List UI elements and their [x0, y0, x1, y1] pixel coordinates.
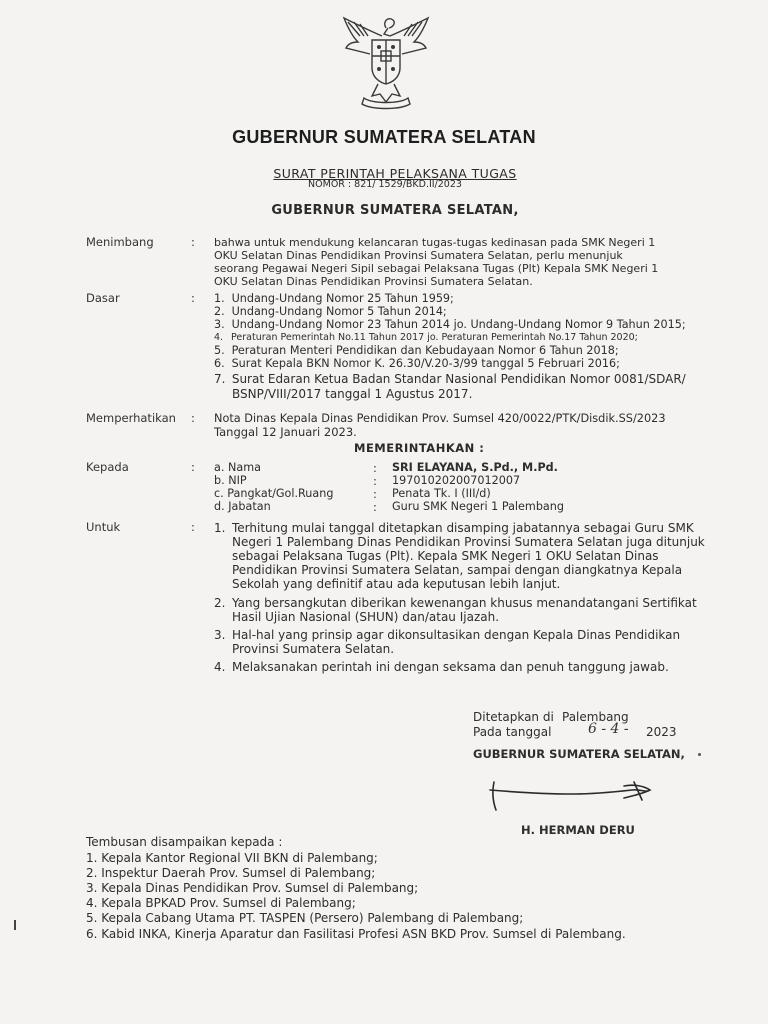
- untuk-line: Hasil Ujian Nasional (SHUN) dan/atau Ijazah.: [232, 610, 500, 624]
- untuk-line: sebagai Pelaksana Tugas (Plt). Kepala SMK Negeri 1 OKU Selatan Dinas: [232, 549, 659, 563]
- tembusan-item: 1. Kepala Kantor Regional VII BKN di Palembang;: [86, 851, 378, 865]
- menimbang-label: Menimbang: [86, 235, 154, 249]
- handwritten-date: 6 - 4 -: [588, 721, 629, 737]
- untuk-line: Terhitung mulai tanggal ditetapkan disamping jabatannya sebagai Guru SMK: [232, 521, 694, 535]
- dasar-item: BSNP/VIII/2017 tanggal 1 Agustus 2017.: [232, 387, 473, 401]
- signatory-office: GUBERNUR SUMATERA SELATAN,: [473, 747, 685, 761]
- signatory-name: H. HERMAN DERU: [521, 823, 635, 837]
- memperhatikan-line: Tanggal 12 Januari 2023.: [214, 425, 357, 439]
- menimbang-line: bahwa untuk mendukung kelancaran tugas-tugas kedinasan pada SMK Negeri 1: [214, 236, 656, 249]
- dasar-item: 3. Undang-Undang Nomor 23 Tahun 2014 jo. Undang-Undang Nomor 9 Tahun 2015;: [214, 318, 686, 331]
- untuk-colon: :: [191, 520, 195, 534]
- untuk-line: Provinsi Sumatera Selatan.: [232, 642, 395, 656]
- kepada-colon: :: [373, 487, 377, 501]
- untuk-line: Melaksanakan perintah ini dengan seksama dan penuh tanggung jawab.: [232, 660, 669, 674]
- memperhatikan-colon: :: [191, 411, 195, 425]
- signature-icon: [484, 772, 674, 818]
- tembusan-title: Tembusan disampaikan kepada :: [86, 835, 283, 849]
- untuk-line: Yang bersangkutan diberikan kewenangan khusus menandatangani Sertifikat: [232, 596, 697, 610]
- kepada-value: Guru SMK Negeri 1 Palembang: [392, 500, 564, 513]
- scan-mark: [14, 920, 16, 930]
- untuk-line: Negeri 1 Palembang Dinas Pendidikan Provinsi Sumatera Selatan juga ditunjuk: [232, 535, 705, 549]
- issuer-heading: GUBERNUR SUMATERA SELATAN,: [271, 203, 519, 218]
- tembusan-item: 2. Inspektur Daerah Prov. Sumsel di Palembang;: [86, 866, 376, 880]
- kepada-value: Penata Tk. I (III/d): [392, 487, 491, 500]
- dasar-item: 6. Surat Kepala BKN Nomor K. 26.30/V.20-3/99 tanggal 5 Februari 2016;: [214, 357, 620, 370]
- tembusan-item: 3. Kepala Dinas Pendidikan Prov. Sumsel di Palembang;: [86, 881, 419, 895]
- untuk-line: Sekolah yang definitif atau ada keputusan lebih lanjut.: [232, 577, 561, 591]
- scan-mark: [698, 753, 701, 756]
- dasar-colon: :: [191, 291, 195, 305]
- memperhatikan-line: Nota Dinas Kepala Dinas Pendidikan Prov. Sumsel 420/0022/PTK/Disdik.SS/2023: [214, 412, 666, 425]
- place-label: Ditetapkan di: [473, 710, 554, 724]
- menimbang-line: OKU Selatan Dinas Pendidikan Provinsi Sumatera Selatan, perlu menunjuk: [214, 249, 623, 262]
- kepada-key: d. Jabatan: [214, 500, 271, 513]
- untuk-item-number: 2.: [214, 596, 226, 610]
- dasar-item: 2. Undang-Undang Nomor 5 Tahun 2014;: [214, 305, 447, 318]
- untuk-item-number: 1.: [214, 521, 226, 535]
- menimbang-line: OKU Selatan Dinas Pendidikan Provinsi Sumatera Selatan.: [214, 275, 533, 288]
- kepada-key: c. Pangkat/Gol.Ruang: [214, 487, 334, 500]
- kepada-key: a. Nama: [214, 461, 261, 474]
- untuk-label: Untuk: [86, 520, 121, 534]
- document-number: NOMOR : 821/ 1529/BKD.II/2023: [308, 179, 462, 190]
- date-year: 2023: [646, 725, 677, 739]
- date-label: Pada tanggal: [473, 725, 552, 739]
- untuk-line: Pendidikan Provinsi Sumatera Selatan, sampai dengan diangkatnya Kepala: [232, 563, 683, 577]
- document-type: SURAT PERINTAH PELAKSANA TUGAS: [273, 166, 517, 181]
- dasar-label: Dasar: [86, 291, 120, 305]
- dasar-item: 4. Peraturan Pemerintah No.11 Tahun 2017 jo. Peraturan Pemerintah No.17 Tahun 2020;: [214, 332, 638, 343]
- kepada-value-name: SRI ELAYANA, S.Pd., M.Pd.: [392, 461, 558, 474]
- memerintahkan-heading: MEMERINTAHKAN :: [354, 441, 485, 455]
- tembusan-item: 4. Kepala BPKAD Prov. Sumsel di Palembang;: [86, 896, 356, 910]
- kepada-colon: :: [373, 474, 377, 488]
- menimbang-line: seorang Pegawai Negeri Sipil sebagai Pelaksana Tugas (Plt) Kepala SMK Negeri 1: [214, 262, 659, 275]
- untuk-item-number: 4.: [214, 660, 226, 674]
- kepada-value: 197010202007012007: [392, 474, 521, 487]
- memperhatikan-label: Memperhatikan: [86, 411, 176, 425]
- tembusan-item: 6. Kabid INKA, Kinerja Aparatur dan Fasilitasi Profesi ASN BKD Prov. Sumsel di Palembang.: [86, 927, 626, 941]
- tembusan-item: 5. Kepala Cabang Utama PT. TASPEN (Persero) Palembang di Palembang;: [86, 911, 524, 925]
- kepada-colon: :: [373, 500, 377, 514]
- untuk-item-number: 3.: [214, 628, 226, 642]
- kepada-colon: :: [191, 460, 195, 474]
- dasar-item: 5. Peraturan Menteri Pendidikan dan Kebudayaan Nomor 6 Tahun 2018;: [214, 344, 619, 357]
- garuda-emblem-icon: [338, 14, 434, 114]
- kepada-colon: :: [373, 461, 377, 475]
- place-value: Palembang: [562, 710, 629, 724]
- dasar-item: 1. Undang-Undang Nomor 25 Tahun 1959;: [214, 292, 454, 305]
- kepada-key: b. NIP: [214, 474, 247, 487]
- menimbang-colon: :: [191, 235, 195, 249]
- untuk-line: Hal-hal yang prinsip agar dikonsultasikan dengan Kepala Dinas Pendidikan: [232, 628, 681, 642]
- dasar-item: 7. Surat Edaran Ketua Badan Standar Nasional Pendidikan Nomor 0081/SDAR/: [214, 372, 686, 386]
- page-title: GUBERNUR SUMATERA SELATAN: [232, 127, 536, 147]
- kepada-label: Kepada: [86, 460, 129, 474]
